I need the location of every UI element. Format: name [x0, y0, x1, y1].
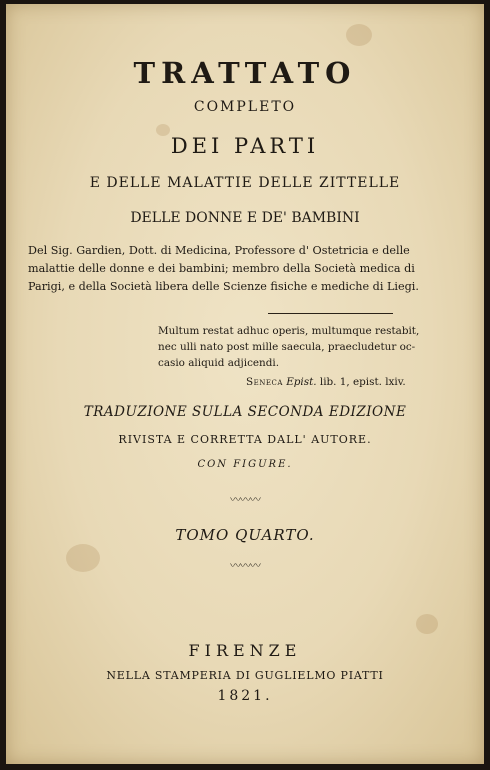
epigraph-line: casio aliquid adjicendi.: [158, 357, 280, 369]
figures-note: CON FIGURE.: [197, 459, 293, 470]
title-page: [6, 4, 484, 764]
epigraph-citation: [246, 376, 406, 388]
revision-note: RIVISTA E CORRETTA DALL' AUTORE.: [118, 433, 372, 446]
imprint-year: 1821.: [217, 688, 273, 704]
ornament-divider: 〰〰〰: [230, 493, 260, 506]
author-statement: [28, 242, 468, 296]
imprint-printer: NELLA STAMPERIA DI GUGLIELMO PIATTI: [106, 669, 384, 682]
epigraph-line: Multum restat adhuc operis, multumque restabit,: [158, 325, 420, 337]
subtitle-malattie: E DELLE MALATTIE DELLE ZITTELLE: [89, 175, 401, 191]
ornament-divider: 〰〰〰: [230, 559, 260, 572]
citation-author: Seneca: [246, 376, 283, 388]
subtitle-donne-bambini: DELLE DONNE E DE' BAMBINI: [130, 210, 360, 226]
divider-rule: [268, 313, 393, 314]
foxing-spot: [416, 614, 438, 634]
subtitle-dei-parti: DEI PARTI: [170, 134, 320, 158]
citation-work: Epist.: [286, 376, 317, 388]
imprint-city: FIRENZE: [188, 641, 302, 660]
author-line: malattie delle donne e dei bambini; membro della Società medica di: [28, 262, 415, 275]
book-title: TRATTATO: [133, 56, 357, 90]
epigraph: [158, 323, 458, 371]
author-line: Parigi, e della Società libera delle Scienze fisiche e mediche di Liegi.: [28, 280, 419, 293]
translation-note: TRADUZIONE SULLA SECONDA EDIZIONE: [83, 404, 407, 420]
volume-label: TOMO QUARTO.: [175, 526, 315, 544]
foxing-spot: [346, 24, 372, 46]
citation-reference: lib. 1, epist. lxiv.: [319, 376, 406, 388]
epigraph-line: nec ulli nato post mille saecula, praecludetur oc-: [158, 341, 416, 353]
subtitle-completo: COMPLETO: [193, 99, 297, 115]
author-line: Del Sig. Gardien, Dott. di Medicina, Professore d' Ostetricia e delle: [28, 244, 410, 257]
